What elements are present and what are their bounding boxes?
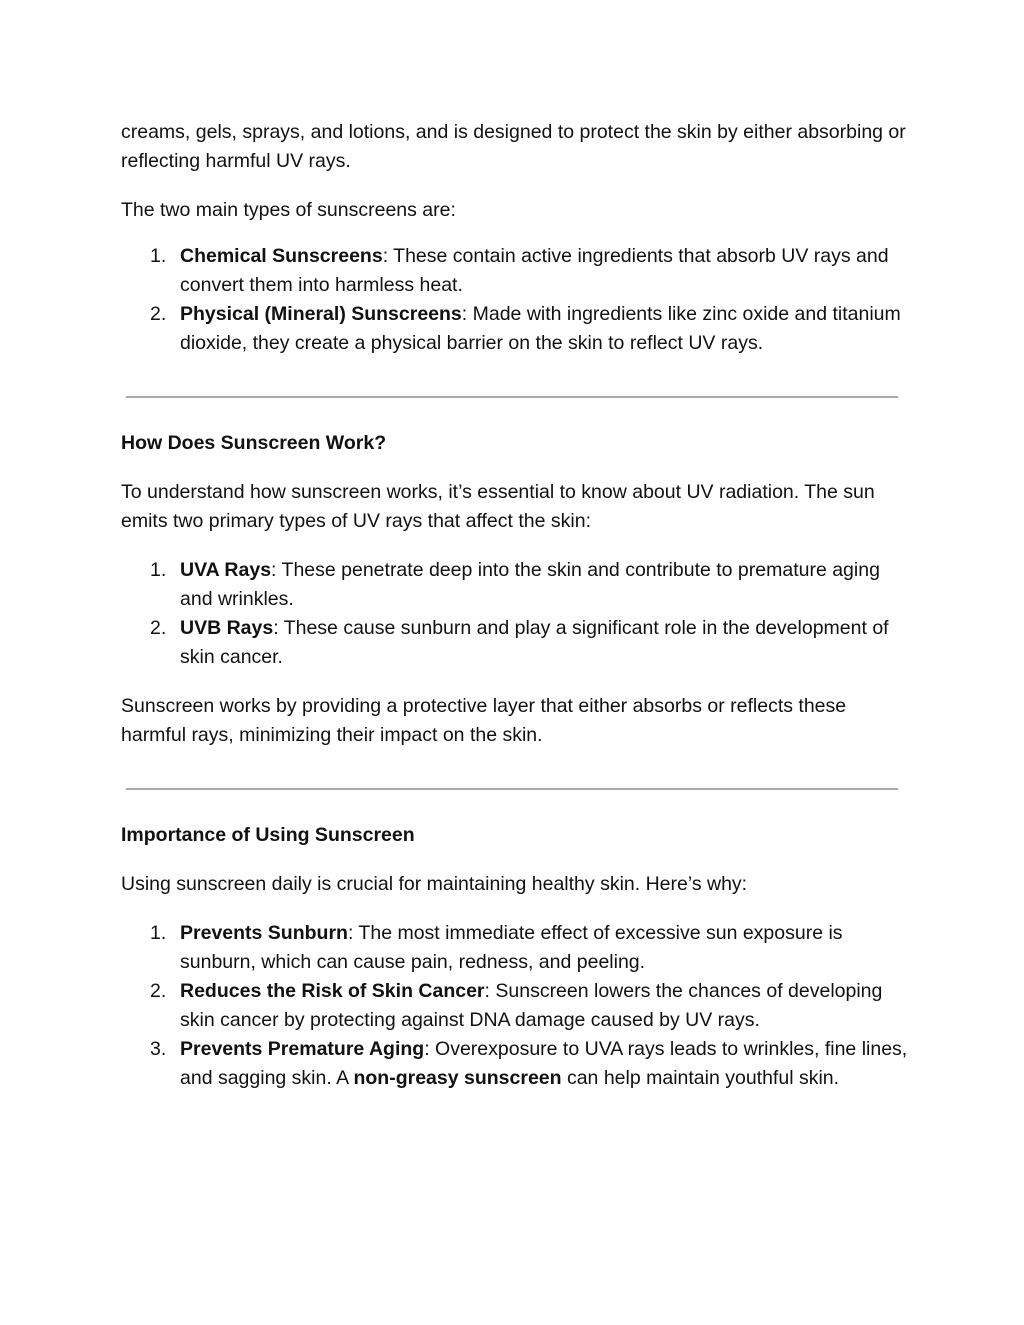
- list-term: Reduces the Risk of Skin Cancer: [180, 980, 485, 1002]
- list-item: [121, 556, 911, 614]
- list-text: : Overexposure to UVA rays leads to wrinkles, fine lines, and sagging skin. A: [180, 1038, 908, 1089]
- list-term: Physical (Mineral) Sunscreens: [180, 303, 462, 325]
- list-item: [121, 1035, 911, 1093]
- list-number: 1.: [150, 559, 167, 581]
- sunscreen-types-list: [121, 242, 911, 358]
- list-term: Prevents Premature Aging: [180, 1038, 425, 1060]
- emphasis-text: non-greasy sunscreen: [353, 1067, 562, 1089]
- uv-rays-list: [121, 556, 911, 672]
- list-item: [121, 614, 911, 672]
- list-number: 2.: [150, 617, 167, 639]
- section-divider: [126, 788, 898, 790]
- importance-reasons-list: [121, 919, 911, 1093]
- how-it-works-lead: To understand how sunscreen works, it’s essential to know about UV radiation. The sun emits two primary types of UV rays that affect the skin:: [121, 481, 875, 532]
- how-it-works-summary: Sunscreen works by providing a protective layer that either absorbs or reflects these harmful rays, minimizing their impact on the skin.: [121, 695, 847, 746]
- list-text: can help maintain youthful skin.: [561, 1067, 840, 1089]
- section-divider: [126, 396, 898, 398]
- list-item: [121, 977, 911, 1035]
- list-text: : These contain active ingredients that absorb UV rays and convert them into harmless heat.: [180, 245, 889, 296]
- list-text: : These penetrate deep into the skin and contribute to premature aging and wrinkles.: [180, 559, 880, 610]
- list-item: [121, 919, 911, 977]
- list-text: : Made with ingredients like zinc oxide and titanium dioxide, they create a physical barrier on the skin to reflect UV rays.: [180, 303, 901, 354]
- list-item: [121, 242, 911, 300]
- section-heading-how-it-works: How Does Sunscreen Work?: [121, 432, 387, 454]
- list-text: : These cause sunburn and play a significant role in the development of skin cancer.: [180, 617, 889, 668]
- list-number: 2.: [150, 303, 167, 325]
- list-number: 2.: [150, 980, 167, 1002]
- list-term: UVB Rays: [180, 617, 274, 639]
- list-term: UVA Rays: [180, 559, 272, 581]
- sunscreen-types-lead: The two main types of sunscreens are:: [121, 199, 456, 221]
- section-heading-importance: Importance of Using Sunscreen: [121, 824, 415, 846]
- list-item: [121, 300, 911, 358]
- list-number: 3.: [150, 1038, 167, 1060]
- importance-lead: Using sunscreen daily is crucial for maintaining healthy skin. Here’s why:: [121, 873, 748, 895]
- list-number: 1.: [150, 245, 167, 267]
- document-page: [121, 118, 911, 1093]
- list-text: : The most immediate effect of excessive sun exposure is sunburn, which can cause pain, redness, and peeling.: [180, 922, 843, 973]
- intro-continuation-paragraph: creams, gels, sprays, and lotions, and is designed to protect the skin by either absorbing or reflecting harmful UV rays.: [121, 121, 906, 172]
- list-text: : Sunscreen lowers the chances of developing skin cancer by protecting against DNA damage caused by UV rays.: [180, 980, 883, 1031]
- list-term: Prevents Sunburn: [180, 922, 348, 944]
- list-number: 1.: [150, 922, 167, 944]
- list-term: Chemical Sunscreens: [180, 245, 383, 267]
